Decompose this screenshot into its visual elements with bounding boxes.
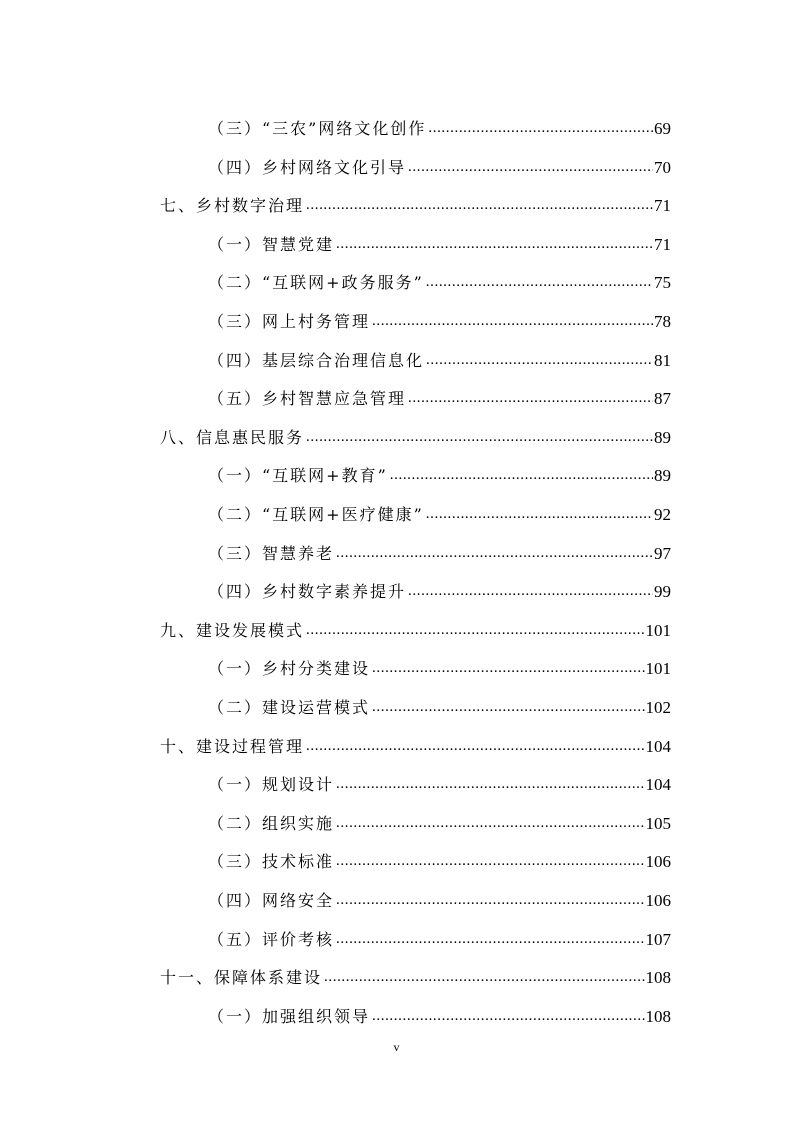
toc-entry-title: 十、建设过程管理: [160, 736, 305, 756]
toc-dot-leader: [336, 851, 644, 871]
toc-section-entry[interactable]: [208, 912, 671, 950]
toc-entry-title: （四）网络安全: [208, 891, 335, 910]
toc-dot-leader: [390, 465, 653, 485]
toc-entry-page-number: 108: [645, 968, 671, 988]
toc-entry-page-number: 107: [645, 929, 671, 949]
toc-chapter-entry[interactable]: [160, 950, 671, 988]
toc-entry-title: （二）组织实施: [208, 813, 335, 833]
toc-entry-page-number: 89: [654, 466, 671, 486]
toc-section-entry[interactable]: [208, 834, 671, 872]
toc-entry-title: （二）建设运营模式: [208, 698, 371, 717]
toc-dot-leader: [336, 929, 644, 949]
toc-entry-page-number: 71: [654, 196, 671, 216]
toc-dot-leader: [336, 543, 653, 563]
toc-chapter-entry[interactable]: [160, 178, 671, 216]
toc-dot-leader: [426, 504, 653, 524]
toc-chapter-entry[interactable]: [160, 410, 671, 448]
toc-entry-page-number: 78: [654, 312, 671, 331]
toc-section-entry[interactable]: [208, 526, 671, 564]
toc-dot-leader: [306, 736, 644, 756]
toc-entry-title: （三）智慧养老: [208, 543, 335, 563]
toc-section-entry[interactable]: [208, 333, 671, 371]
toc-dot-leader: [426, 272, 653, 292]
toc-dot-leader: [324, 967, 644, 987]
toc-entry-title: （四）乡村数字素养提升: [208, 582, 407, 602]
toc-dot-leader: [372, 658, 644, 678]
toc-dot-leader: [408, 581, 653, 601]
toc-entry-page-number: 75: [654, 273, 671, 293]
toc-entry-title: 九、建设发展模式: [160, 620, 305, 640]
toc-entry-page-number: 97: [654, 543, 671, 563]
toc-dot-leader: [336, 813, 644, 833]
toc-entry-page-number: 101: [645, 659, 671, 679]
toc-entry-title: 七、乡村数字治理: [160, 196, 305, 216]
toc-entry-page-number: 81: [654, 350, 671, 370]
toc-dot-leader: [408, 388, 653, 408]
toc-dot-leader: [306, 195, 653, 215]
toc-section-entry[interactable]: [208, 255, 671, 293]
toc-section-entry[interactable]: [208, 680, 671, 718]
toc-entry-page-number: 106: [645, 891, 671, 910]
toc-section-entry[interactable]: [208, 294, 671, 332]
toc-entry-title: （三）“三农”网络文化创作: [208, 119, 427, 138]
toc-chapter-entry[interactable]: [160, 603, 671, 641]
toc-entry-title: （一）智慧党建: [208, 234, 335, 254]
toc-dot-leader: [426, 350, 653, 370]
toc-section-entry[interactable]: [208, 873, 671, 911]
toc-section-entry[interactable]: [208, 757, 671, 795]
toc-entry-page-number: 87: [654, 389, 671, 409]
toc-entry-page-number: 70: [654, 157, 671, 177]
toc-dot-leader: [372, 697, 644, 717]
toc-dot-leader: [336, 774, 644, 794]
toc-section-entry[interactable]: [208, 448, 671, 486]
toc-dot-leader: [372, 311, 653, 331]
page-number: v: [393, 1040, 400, 1054]
toc-entry-title: （一）“互联网+教育”: [208, 466, 388, 486]
toc-entry-page-number: 99: [654, 582, 671, 602]
toc-section-entry[interactable]: [208, 796, 671, 834]
toc-entry-title: 十一、保障体系建设: [160, 968, 323, 988]
toc-entry-title: （五）评价考核: [208, 929, 335, 949]
toc-entry-page-number: 104: [645, 736, 671, 756]
toc-dot-leader: [336, 234, 653, 254]
toc-dot-leader: [372, 1006, 644, 1026]
toc-section-entry[interactable]: [208, 989, 671, 1027]
toc-section-entry[interactable]: [208, 217, 671, 255]
toc-dot-leader: [336, 890, 644, 910]
toc-entry-title: （一）加强组织领导: [208, 1006, 371, 1026]
toc-dot-leader: [306, 620, 644, 640]
toc-entry-page-number: 105: [645, 813, 671, 833]
toc-dot-leader: [428, 118, 653, 138]
toc-entry-page-number: 69: [654, 119, 671, 138]
toc-entry-title: （四）乡村网络文化引导: [208, 157, 407, 177]
toc-entry-title: （三）技术标准: [208, 852, 335, 872]
toc-section-entry[interactable]: [208, 564, 671, 602]
toc-entry-page-number: 89: [654, 427, 671, 447]
toc-chapter-entry[interactable]: [160, 719, 671, 757]
toc-entry-page-number: 92: [654, 505, 671, 524]
toc-dot-leader: [306, 427, 653, 447]
toc-entry-page-number: 104: [645, 775, 671, 795]
toc-entry-title: 八、信息惠民服务: [160, 427, 305, 447]
toc-section-entry[interactable]: [208, 487, 671, 525]
toc-entry-title: （三）网上村务管理: [208, 312, 371, 331]
toc-entry-title: （一）乡村分类建设: [208, 659, 371, 679]
toc-entry-page-number: 101: [645, 620, 671, 640]
toc-section-entry[interactable]: [208, 371, 671, 409]
toc-section-entry[interactable]: [208, 101, 671, 139]
toc-entry-title: （二）“互联网+医疗健康”: [208, 505, 424, 524]
toc-entry-title: （二）“互联网+政务服务”: [208, 273, 424, 293]
toc-entry-title: （四）基层综合治理信息化: [208, 350, 425, 370]
toc-entry-page-number: 102: [645, 698, 671, 717]
toc-entry-page-number: 106: [645, 852, 671, 872]
toc-entry-page-number: 108: [645, 1006, 671, 1026]
toc-dot-leader: [408, 157, 653, 177]
toc-entry-title: （一）规划设计: [208, 775, 335, 795]
toc-section-entry[interactable]: [208, 140, 671, 178]
toc-section-entry[interactable]: [208, 641, 671, 679]
toc-entry-page-number: 71: [654, 234, 671, 254]
toc-entry-title: （五）乡村智慧应急管理: [208, 389, 407, 409]
